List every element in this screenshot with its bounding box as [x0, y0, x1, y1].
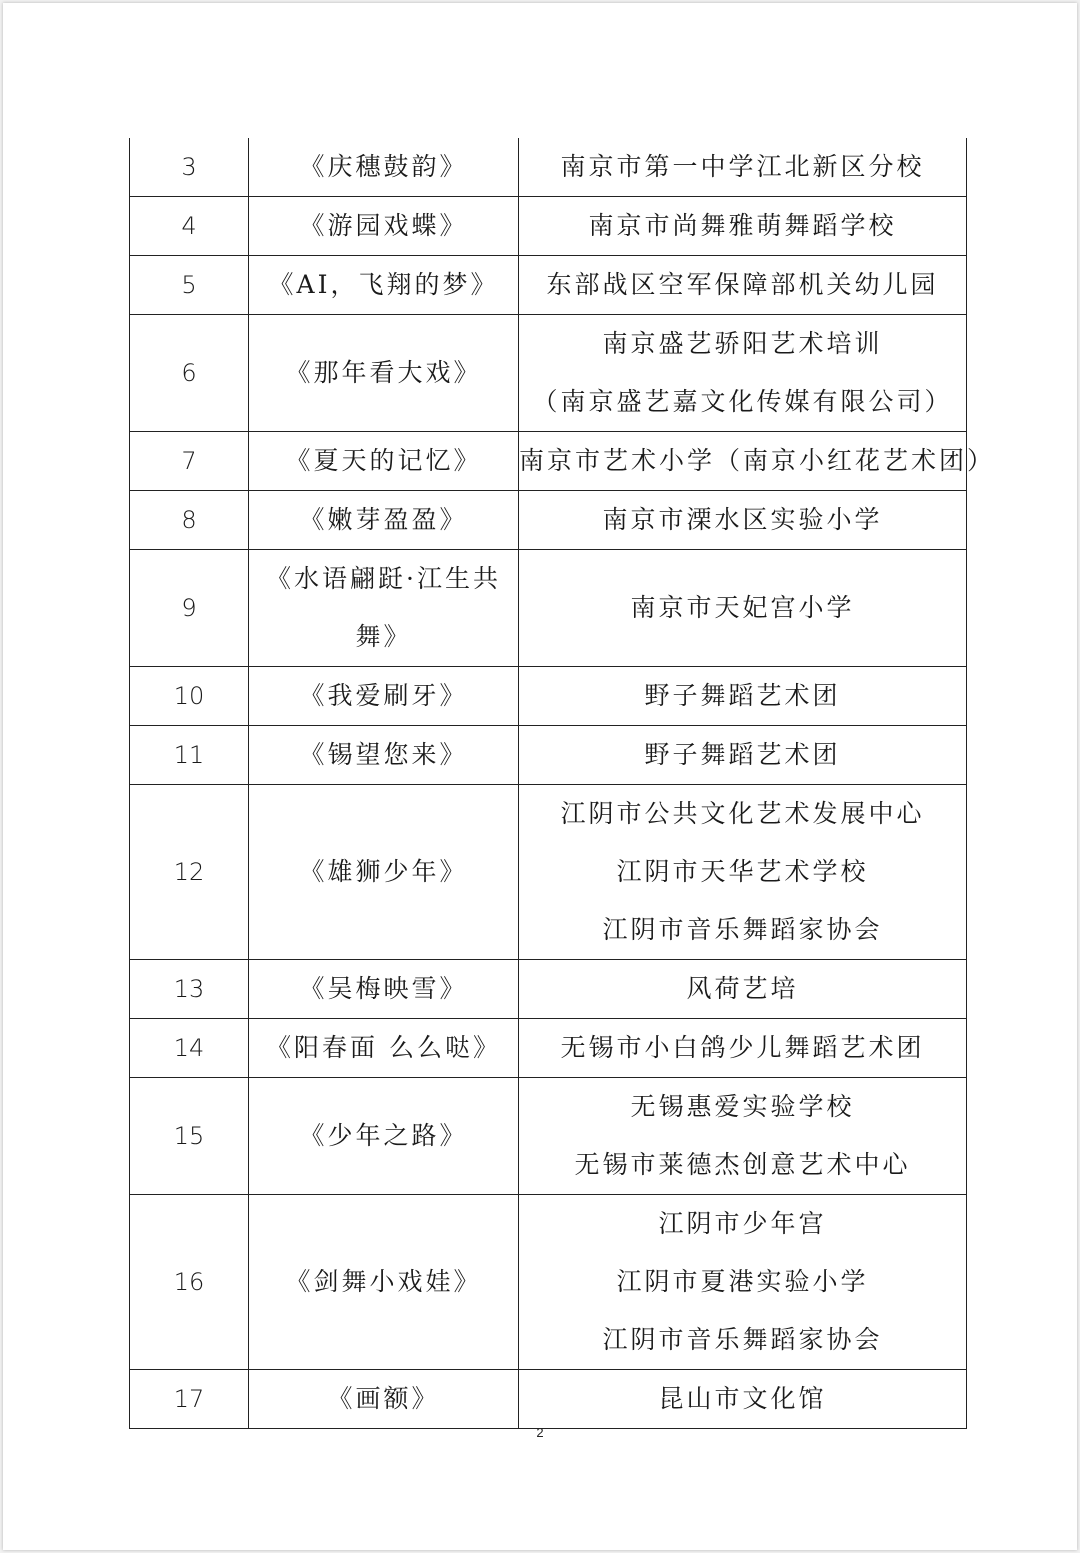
program-title: 《那年看大戏》: [285, 358, 482, 387]
organization-cell: [519, 550, 967, 667]
row-number: 16: [130, 1195, 249, 1370]
table-row: [130, 491, 967, 550]
table-row: [130, 785, 967, 960]
organization-name: 南京市艺术小学（南京小红花艺术团）: [519, 446, 996, 475]
program-title-cell: [249, 726, 519, 785]
organization-cell: [519, 1370, 967, 1429]
program-title-cell: [249, 1019, 519, 1078]
program-title-cell: [249, 491, 519, 550]
program-title-cell: [249, 432, 519, 491]
organization-name: 南京市尚舞雅萌舞蹈学校: [588, 211, 897, 240]
organization-cell: [519, 1195, 967, 1370]
table-row: [130, 1370, 967, 1429]
organization-name: 江阴市天华艺术学校: [616, 857, 869, 886]
program-title: 《锡望您来》: [299, 740, 468, 769]
organization-name: 无锡惠爱实验学校: [630, 1092, 855, 1121]
organization-cell: [519, 785, 967, 960]
program-title-cell: [249, 138, 519, 197]
row-number: 11: [130, 726, 249, 785]
program-title-cell: [249, 785, 519, 960]
table-row: [130, 315, 967, 432]
row-number: 17: [130, 1370, 249, 1429]
organization-cell: [519, 960, 967, 1019]
program-title: 《夏天的记忆》: [285, 446, 482, 475]
table-row: [130, 667, 967, 726]
table-row: [130, 138, 967, 197]
organization-name: 东部战区空军保障部机关幼儿园: [546, 270, 939, 299]
table-row: [130, 550, 967, 667]
program-title: 《雄狮少年》: [299, 857, 468, 886]
organization-name: 江阴市少年宫: [658, 1209, 827, 1238]
organization-name: 野子舞蹈艺术团: [644, 681, 841, 710]
table-row: [130, 726, 967, 785]
row-number: 10: [130, 667, 249, 726]
organization-name: 风荷艺培: [686, 974, 799, 1003]
program-title: 舞》: [355, 622, 412, 651]
organization-name: 昆山市文化馆: [658, 1384, 827, 1413]
organization-cell: [519, 1019, 967, 1078]
organization-name: 江阴市音乐舞蹈家协会: [602, 915, 883, 944]
organization-cell: [519, 138, 967, 197]
program-title: 《吴梅映雪》: [299, 974, 468, 1003]
row-number: 5: [130, 256, 249, 315]
program-title: 《我爱刷牙》: [299, 681, 468, 710]
row-number: 6: [130, 315, 249, 432]
organization-name: 无锡市小白鸽少儿舞蹈艺术团: [560, 1033, 925, 1062]
table-row: [130, 960, 967, 1019]
document-page: [3, 3, 1077, 1550]
row-number: 7: [130, 432, 249, 491]
program-title: 《少年之路》: [299, 1121, 468, 1150]
organization-name: 野子舞蹈艺术团: [644, 740, 841, 769]
program-title-cell: [249, 197, 519, 256]
organization-cell: [519, 726, 967, 785]
program-title-cell: [249, 667, 519, 726]
program-title: 《画额》: [327, 1384, 440, 1413]
organization-cell: [519, 315, 967, 432]
table-row: [130, 197, 967, 256]
program-title: 《剑舞小戏娃》: [285, 1267, 482, 1296]
organization-cell: [519, 1078, 967, 1195]
program-title-cell: [249, 1078, 519, 1195]
row-number: 4: [130, 197, 249, 256]
organization-name: 江阴市夏港实验小学: [616, 1267, 869, 1296]
program-title: 《庆穗鼓韵》: [299, 152, 468, 181]
row-number: 3: [130, 138, 249, 197]
program-title: 《游园戏蝶》: [299, 211, 468, 240]
program-title-cell: [249, 550, 519, 667]
row-number: 12: [130, 785, 249, 960]
table-row: [130, 432, 967, 491]
organization-cell: [519, 197, 967, 256]
row-number: 13: [130, 960, 249, 1019]
program-title: 《阳春面 么么哒》: [266, 1033, 501, 1062]
row-number: 15: [130, 1078, 249, 1195]
organization-name: 江阴市音乐舞蹈家协会: [602, 1325, 883, 1354]
program-title: 《AI，飞翔的梦》: [268, 270, 499, 299]
organization-cell: [519, 432, 996, 491]
organization-cell: [519, 491, 967, 550]
program-table: [129, 138, 996, 1429]
program-title: 《水语翩跹·江生共: [266, 564, 501, 593]
program-title-cell: [249, 1370, 519, 1429]
organization-cell: [519, 667, 967, 726]
organization-name: 南京市第一中学江北新区分校: [560, 152, 925, 181]
organization-name: 江阴市公共文化艺术发展中心: [560, 799, 925, 828]
organization-cell: [519, 256, 967, 315]
row-number: 9: [130, 550, 249, 667]
program-title-cell: [249, 1195, 519, 1370]
program-title-cell: [249, 256, 519, 315]
row-number: 8: [130, 491, 249, 550]
organization-name: 南京市溧水区实验小学: [602, 505, 883, 534]
program-title: 《嫩芽盈盈》: [299, 505, 468, 534]
table-row: [130, 256, 967, 315]
program-title-cell: [249, 960, 519, 1019]
organization-name: 南京市天妃宫小学: [630, 593, 855, 622]
row-number: 14: [130, 1019, 249, 1078]
page-number: 2: [536, 1425, 544, 1440]
program-title-cell: [249, 315, 519, 432]
organization-name: （南京盛艺嘉文化传媒有限公司）: [532, 387, 953, 416]
table-row: [130, 1019, 967, 1078]
table-row: [130, 1078, 967, 1195]
organization-name: 南京盛艺骄阳艺术培训: [602, 329, 883, 358]
table-row: [130, 1195, 967, 1370]
organization-name: 无锡市莱德杰创意艺术中心: [574, 1150, 911, 1179]
